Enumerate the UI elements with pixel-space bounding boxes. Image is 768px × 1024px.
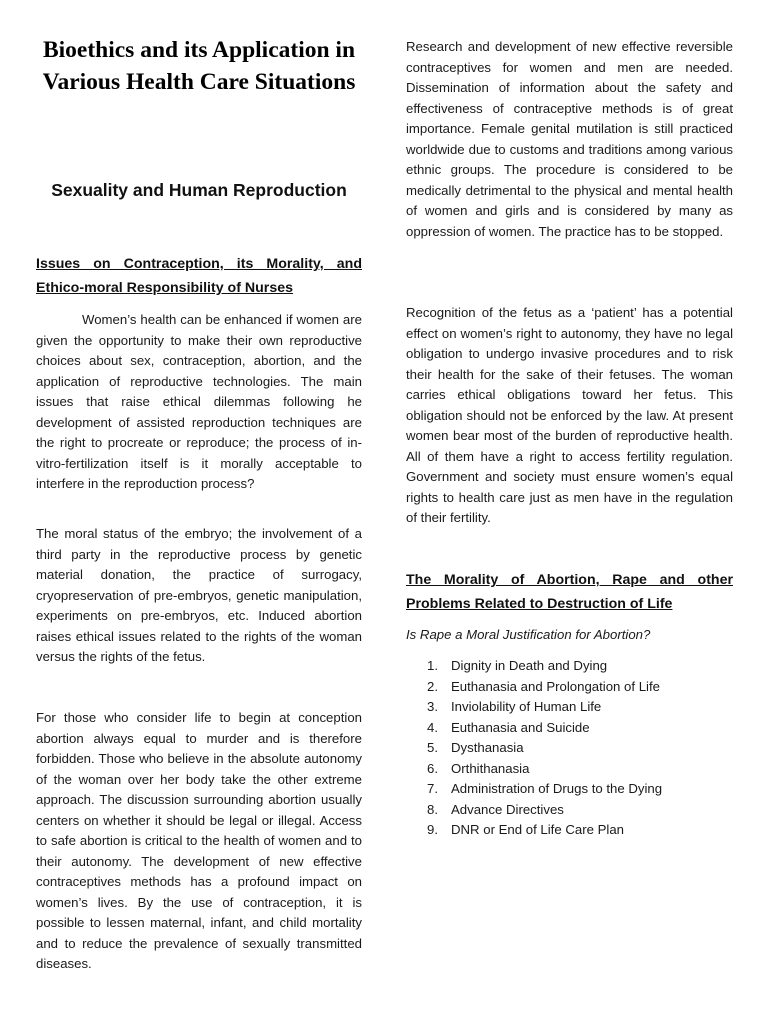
list-item-text: Dysthanasia: [451, 740, 524, 755]
paragraph-embryo-status: The moral status of the embryo; the involvement of a third party in the reproductive process by genetic material donation, the practice of surrogacy, cryopreservation of pre-embryos, genetic manipulation, experiments on pre-embryos, etc. Induced abortion raises ethical issues related to the rights of the woman versus the rights of the fetus.: [36, 526, 362, 664]
list-item-number: 9.: [427, 822, 438, 837]
list-item-text: Dignity in Death and Dying: [451, 658, 608, 673]
list-item-text: Euthanasia and Suicide: [451, 719, 590, 735]
document-title: Bioethics and its Application in Various Health Care Situations: [42, 37, 356, 95]
list-item-text: Euthanasia and Prolongation of Life: [451, 678, 660, 694]
paragraph-life-conception: For those who consider life to begin at conception abortion always equal to murder and is therefore forbidden. Those who believe in the absolute autonomy of the woman over her body take the other extreme approach. The discussion surrounding abortion usually centers on whether it should be legal or illegal. Access to safe abortion is critical to the health of women and to their autonomy. The development of new effective contraceptives methods has a profound impact on women’s lives. By the use of contraception, it is possible to lessen maternal, infant, and child mortality and to reduce the prevalence of sexually transmitted diseases.: [36, 710, 362, 971]
list-item: [406, 820, 662, 841]
list-item: [406, 779, 662, 800]
list-item: [406, 656, 662, 677]
paragraph-fetus-patient: Recognition of the fetus as a ‘patient’ has a potential effect on women’s right to autonomy, they have no legal obligation to undergo invasive procedures and to risk their health for the sake of their fetuses. The woman carries ethical obligations toward her fetus. This obligation should not be enforced by the law. At present women bear most of the burden of reproductive health. All of them have a right to access fertility regulation. Government and society must ensure women’s equal rights to health care just as men have in the regulation of their fertility.: [406, 305, 733, 525]
list-item-number: 2.: [427, 678, 438, 694]
list-item: [406, 677, 662, 698]
list-item-number: 6.: [427, 760, 438, 776]
list-item-text: Advance Directives: [451, 801, 564, 817]
list-item-number: 8.: [427, 801, 438, 817]
list-item-number: 1.: [427, 658, 438, 673]
section-heading-contraception: Issues on Contraception, its Morality, and Ethico-moral Responsibility of Nurses: [36, 256, 362, 296]
list-item-text: Inviolability of Human Life: [451, 699, 602, 714]
list-item: [406, 759, 662, 780]
paragraph-research-contraceptives: Research and development of new effective reversible contraceptives for women and men are needed. Dissemination of information about the safety and effectiveness of contraceptive methods is of great importance. Female genital mutilation is still practiced worldwide due to customs and traditions among various ethnic groups. The procedure is considered to be medically detrimental to the physical and mental health of women and girls and is considered by many as oppression of women. The practice has to be stopped.: [406, 39, 733, 239]
list-item-number: 5.: [427, 740, 438, 755]
list-item-number: 4.: [427, 719, 438, 735]
list-item-text: Administration of Drugs to the Dying: [451, 781, 663, 796]
list-item-number: 3.: [427, 699, 438, 714]
list-item: [406, 718, 662, 739]
list-item: [406, 738, 662, 759]
list-item-text: DNR or End of Life Care Plan: [451, 822, 624, 837]
rape-question: Is Rape a Moral Justification for Abortion?: [406, 627, 651, 642]
section-heading-abortion: The Morality of Abortion, Rape and other Problems Related to Destruction of Life: [406, 572, 733, 612]
list-item-text: Orthithanasia: [451, 760, 530, 776]
topics-list: [406, 656, 662, 841]
list-item: [406, 697, 662, 718]
list-item-number: 7.: [427, 781, 438, 796]
paragraph-womens-health: Women’s health can be enhanced if women are given the opportunity to make their own reproductive choices about sex, contraception, abortion, and the application of reproductive technologies. The main issues that raise ethical dilemmas following he development of assisted reproduction techniques are the right to procreate or reproduce; the process of in-vitro-fertilization itself is it morally acceptable to interfere in the reproduction process?: [36, 312, 362, 491]
list-item: [406, 800, 662, 821]
document-subtitle: Sexuality and Human Reproduction: [51, 180, 347, 200]
